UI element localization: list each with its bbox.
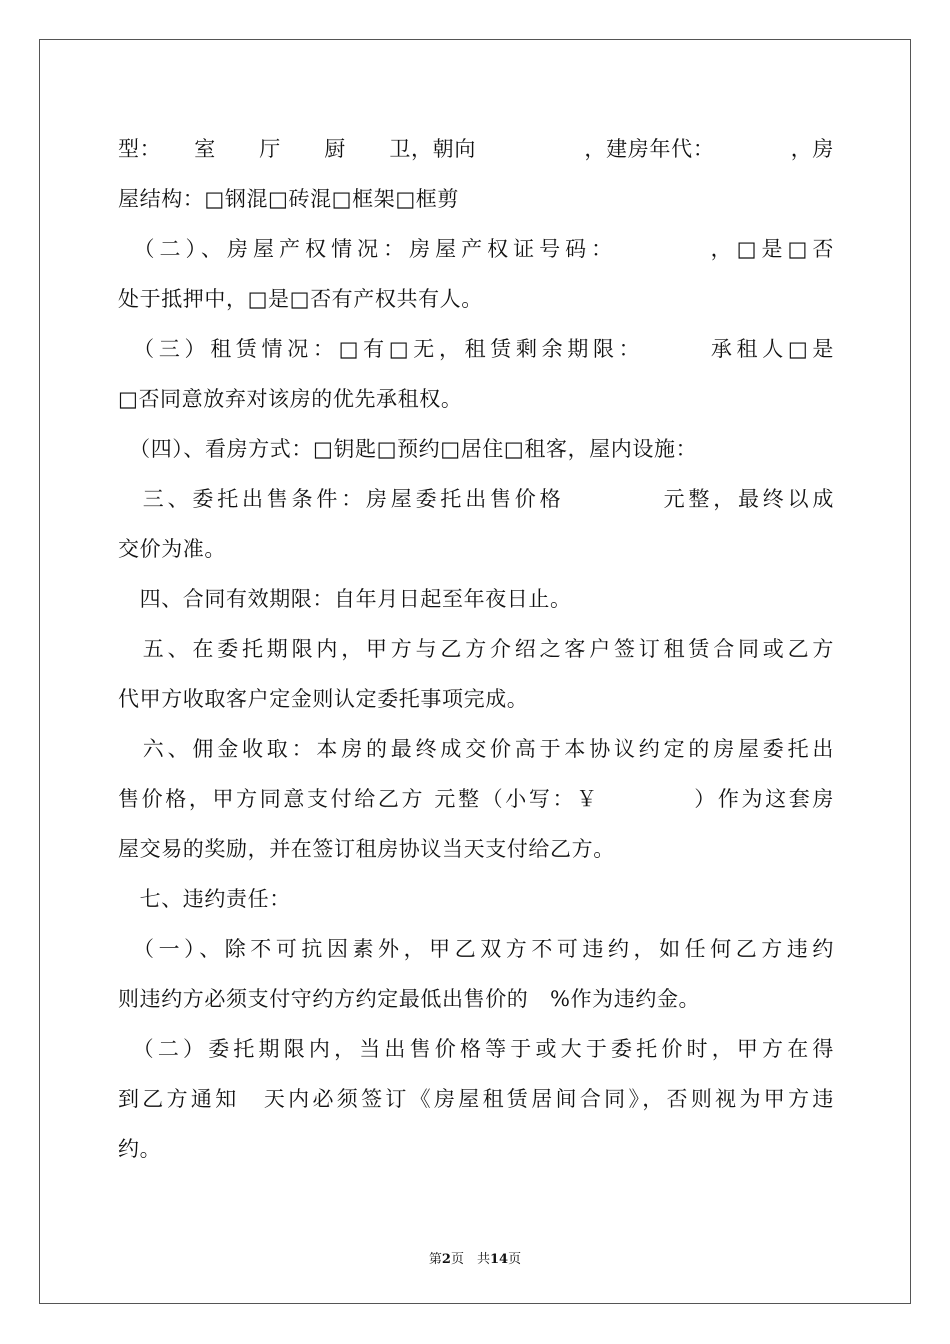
footer-page-suffix: 页 共 <box>450 1252 490 1267</box>
text-line: 屋结构：□钢混□砖混□框架□框剪 <box>118 187 459 211</box>
text-line: 售价格，甲方同意支付给乙方 元整（小写：￥ ）作为这套房 <box>118 787 834 811</box>
text-line: 七、违约责任： <box>118 887 291 911</box>
text-line: 屋交易的奖励，并在签订租房协议当天支付给乙方。 <box>118 837 615 861</box>
text-line: 到乙方通知 天内必须签订《房屋租赁居间合同》，否则视为甲方违 <box>118 1087 834 1111</box>
text-line: 交价为准。 <box>118 537 226 561</box>
text-line: （二）、房屋产权情况：房屋产权证号码： ，□是□否 <box>118 237 834 261</box>
page-footer <box>0 1248 950 1267</box>
text-line: □否同意放弃对该房的优先承租权。 <box>118 387 463 411</box>
text-line: 则违约方必须支付守约方约定最低出售价的 %作为违约金。 <box>118 987 701 1011</box>
footer-page-number: 2 <box>441 1252 451 1267</box>
text-line: 四、合同有效期限：自年月日起至年夜日止。 <box>118 587 572 611</box>
text-line: （二）委托期限内，当出售价格等于或大于委托价时，甲方在得 <box>118 1037 834 1061</box>
footer-total-suffix: 页 <box>508 1252 522 1267</box>
footer-total-pages: 14 <box>489 1252 509 1267</box>
text-line: 处于抵押中，□是□否有产权共有人。 <box>118 287 483 311</box>
text-line: 约。 <box>118 1137 162 1161</box>
footer-page-prefix: 第 <box>428 1252 442 1267</box>
text-line: 代甲方收取客户定金则认定委托事项完成。 <box>118 687 529 711</box>
page-border <box>39 39 911 1304</box>
text-line: （三）租赁情况：□有□无，租赁剩余期限： 承租人□是 <box>118 337 834 361</box>
text-line: 五、在委托期限内，甲方与乙方介绍之客户签订租赁合同或乙方 <box>118 637 834 661</box>
text-line: 三、委托出售条件：房屋委托出售价格 元整，最终以成 <box>118 487 834 511</box>
text-line: （一）、除不可抗因素外，甲乙双方不可违约，如任何乙方违约 <box>118 937 834 961</box>
text-line: （四）、看房方式：□钥匙□预约□居住□租客，屋内设施： <box>118 437 698 461</box>
text-line: 六、佣金收取：本房的最终成交价高于本协议约定的房屋委托出 <box>118 737 834 761</box>
text-line: 型： 室 厅 厨 卫，朝向 ，建房年代： ，房 <box>118 137 834 161</box>
